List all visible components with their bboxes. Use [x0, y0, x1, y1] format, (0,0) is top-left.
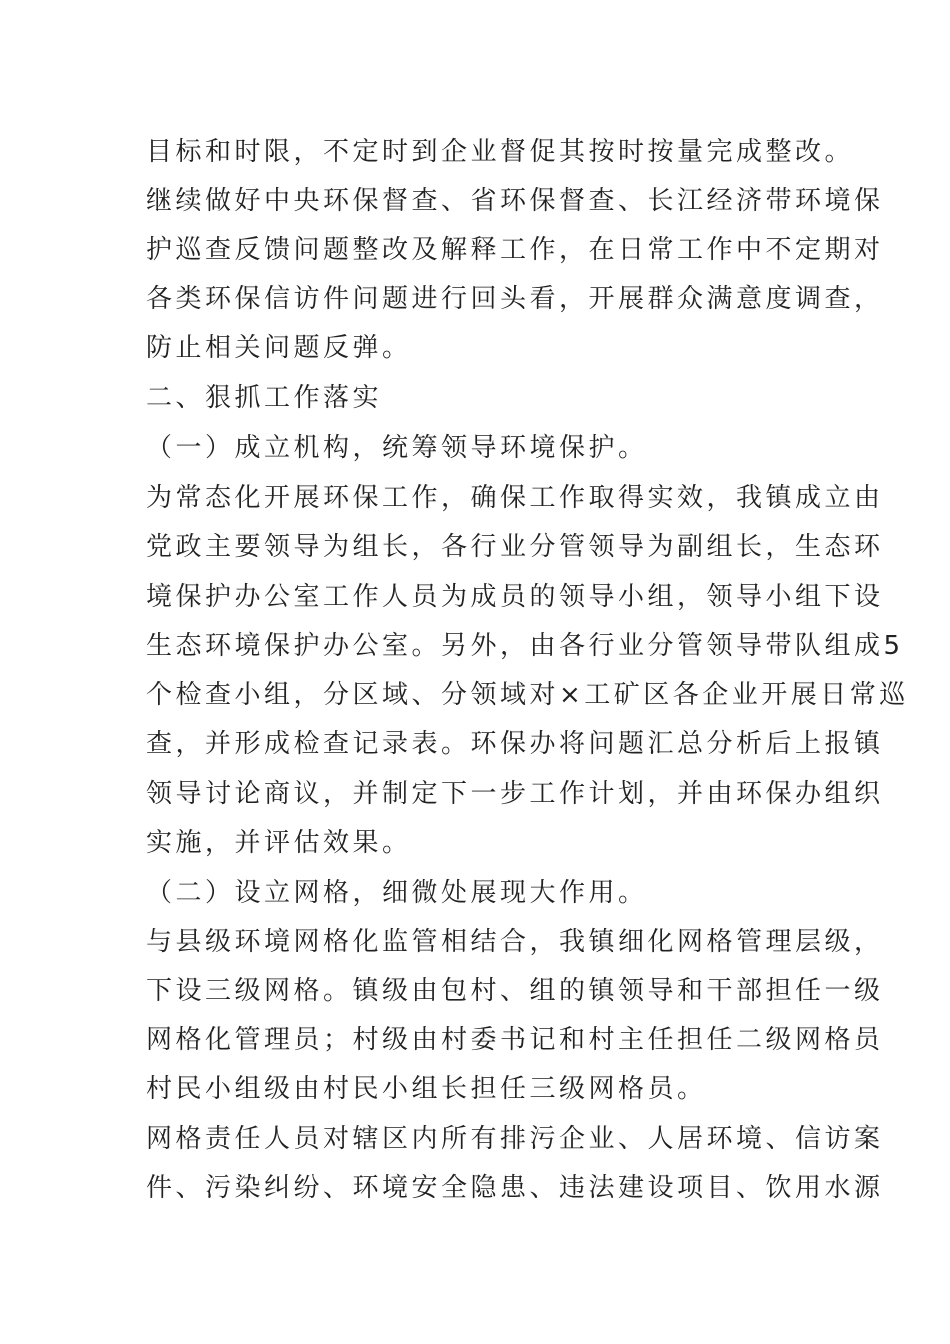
text-line-18: 下设三级网格。镇级由包村、组的镇领导和干部担任一级 [146, 976, 884, 1006]
text-line-21: 网格责任人员对辖区内所有排污企业、人居环境、信访案 [146, 1124, 884, 1154]
text-line-19: 网格化管理员；村级由村委书记和村主任担任二级网格员 [146, 1025, 884, 1055]
subsection-heading-1: （一）成立机构，统筹领导环境保护。 [146, 433, 648, 463]
text-line-15: 实施，并评估效果。 [146, 828, 412, 858]
text-line-14: 领导讨论商议，并制定下一步工作计划，并由环保办组织 [146, 779, 884, 809]
text-line-2: 继续做好中央环保督查、省环保督查、长江经济带环境保 [146, 186, 884, 216]
text-line-20: 村民小组级由村民小组长担任三级网格员。 [146, 1074, 707, 1104]
text-line-12: 个检查小组，分区域、分领域对×工矿区各企业开展日常巡 [146, 680, 909, 710]
section-heading: 二、狠抓工作落实 [146, 383, 383, 413]
text-line-13: 查，并形成检查记录表。环保办将问题汇总分析后上报镇 [146, 729, 884, 759]
text-line-17: 与县级环境网格化监管相结合，我镇细化网格管理层级， [146, 927, 884, 957]
text-line-5: 防止相关问题反弹。 [146, 333, 412, 363]
text-line-9: 党政主要领导为组长，各行业分管领导为副组长，生态环 [146, 532, 884, 562]
text-line-10: 境保护办公室工作人员为成员的领导小组，领导小组下设 [146, 582, 884, 612]
text-line-1: 目标和时限，不定时到企业督促其按时按量完成整改。 [146, 137, 855, 167]
text-line-3: 护巡查反馈问题整改及解释工作，在日常工作中不定期对 [146, 235, 884, 265]
text-line-11: 生态环境保护办公室。另外，由各行业分管领导带队组成5 [146, 631, 904, 661]
text-line-22: 件、污染纠纷、环境安全隐患、违法建设项目、饮用水源 [146, 1173, 884, 1203]
text-line-4: 各类环保信访件问题进行回头看，开展群众满意度调查， [146, 284, 884, 314]
text-line-8: 为常态化开展环保工作，确保工作取得实效，我镇成立由 [146, 483, 884, 513]
subsection-heading-2: （二）设立网格，细微处展现大作用。 [146, 878, 648, 908]
